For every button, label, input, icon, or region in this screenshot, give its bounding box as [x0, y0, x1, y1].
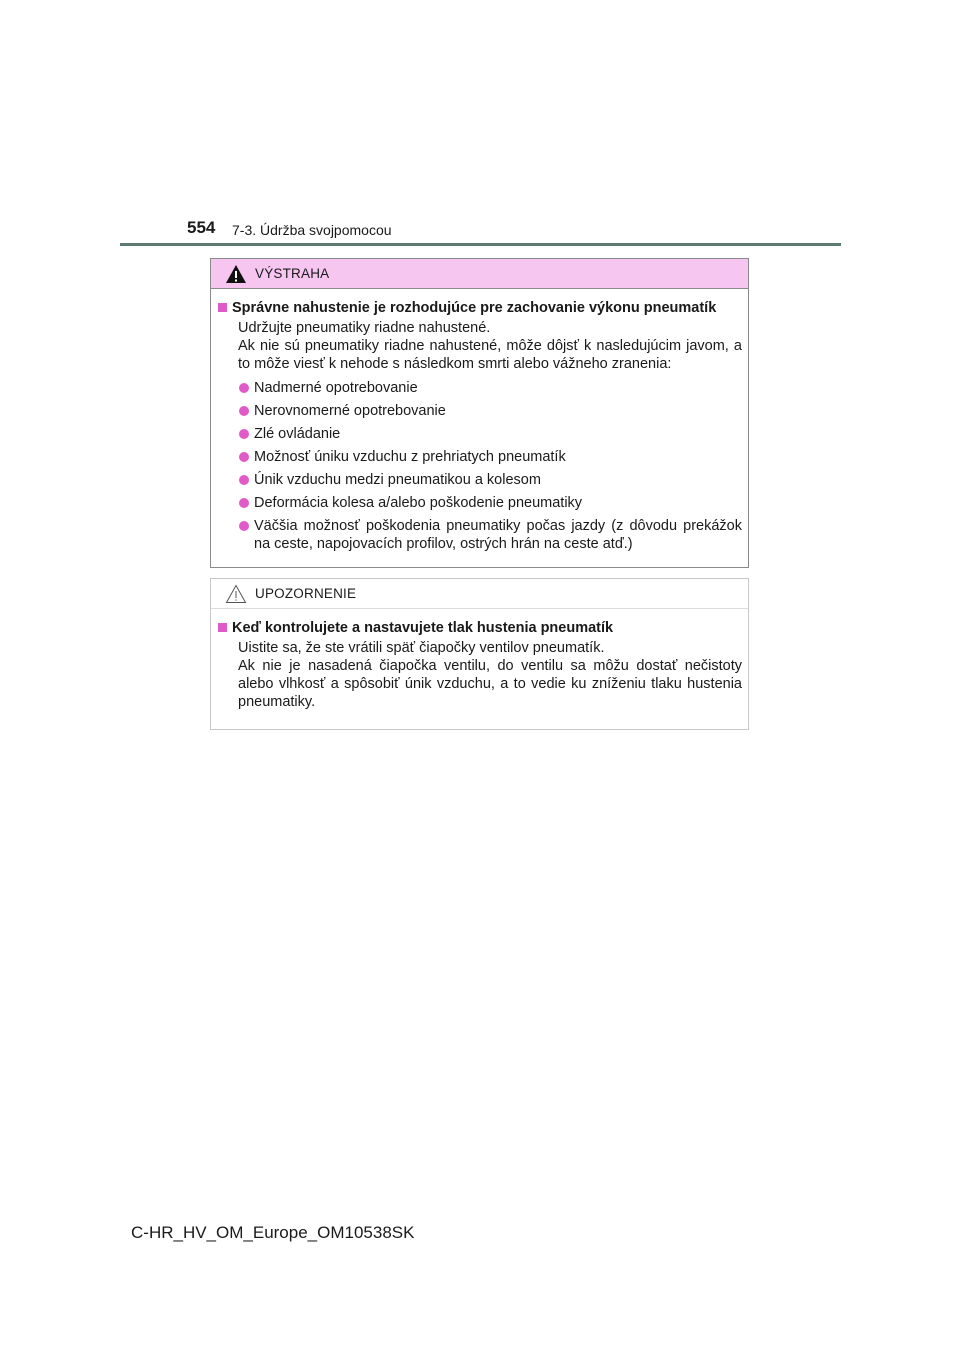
list-item	[238, 425, 742, 443]
warning-box	[210, 258, 749, 568]
section-title: 7-3. Údržba svojpomocou	[232, 222, 392, 238]
bullet-icon	[239, 383, 249, 393]
bullet-icon	[239, 498, 249, 508]
page-number: 554	[187, 218, 216, 237]
notice-paragraph	[238, 639, 742, 711]
list-item	[238, 517, 742, 553]
warning-topic-text: Správne nahustenie je rozhodujúce pre zachovanie výkonu pneumatík	[232, 300, 717, 316]
notice-box	[210, 578, 749, 730]
list-item	[238, 494, 742, 512]
list-item-text: Únik vzduchu medzi pneumatikou a kolesom	[254, 472, 541, 488]
notice-topic	[218, 619, 742, 637]
list-item-text: Väčšia možnosť poškodenia pneumatiky počas jazdy (z dôvodu prekážok na ceste, napojovacích profilov, ostrých hrán na ceste atď.)	[254, 518, 742, 552]
bullet-icon	[239, 521, 249, 531]
warning-triangle-filled-icon	[225, 264, 247, 284]
notice-body	[211, 609, 748, 711]
bullet-icon	[239, 452, 249, 462]
warning-paragraph	[238, 319, 742, 553]
list-item-text: Nerovnomerné opotrebovanie	[254, 403, 446, 419]
warning-body	[211, 289, 748, 553]
notice-paragraph-line: Uistite sa, že ste vrátili späť čiapočky ventilov pneumatík.	[238, 640, 605, 656]
list-item-text: Zlé ovládanie	[254, 426, 341, 442]
warning-paragraph-line: Udržujte pneumatiky riadne nahustené.	[238, 320, 491, 336]
footer-code: C-HR_HV_OM_Europe_OM10538SK	[131, 1223, 415, 1242]
notice-label: UPOZORNENIE	[255, 586, 357, 601]
bullet-icon	[239, 475, 249, 485]
list-item	[238, 402, 742, 420]
notice-header	[211, 579, 748, 609]
list-item	[238, 379, 742, 397]
notice-topic-text: Keď kontrolujete a nastavujete tlak hustenia pneumatík	[232, 620, 614, 636]
warning-label: VÝSTRAHA	[255, 266, 330, 281]
warning-paragraph-line: Ak nie sú pneumatiky riadne nahustené, môže dôjsť k nasledujúcim javom, a to môže viesť k nehode s následkom smrti alebo vážneho zranenia:	[238, 338, 742, 372]
notice-paragraph-line: Ak nie je nasadená čiapočka ventilu, do ventilu sa môžu dostať nečistoty alebo vlhkosť a spôsobiť únik vzduchu, a to vedie ku zníženiu tlaku hustenia pneumatiky.	[238, 658, 742, 710]
header-rule	[120, 243, 841, 246]
warning-header	[211, 259, 748, 289]
warning-topic	[218, 299, 742, 317]
warning-list	[238, 379, 742, 553]
bullet-icon	[239, 406, 249, 416]
square-bullet-icon	[218, 303, 227, 312]
list-item	[238, 448, 742, 466]
list-item-text: Deformácia kolesa a/alebo poškodenie pneumatiky	[254, 495, 583, 511]
list-item-text: Možnosť úniku vzduchu z prehriatych pneumatík	[254, 449, 566, 465]
caution-triangle-outline-icon	[225, 584, 247, 604]
square-bullet-icon	[218, 623, 227, 632]
list-item-text: Nadmerné opotrebovanie	[254, 380, 418, 396]
list-item	[238, 471, 742, 489]
bullet-icon	[239, 429, 249, 439]
